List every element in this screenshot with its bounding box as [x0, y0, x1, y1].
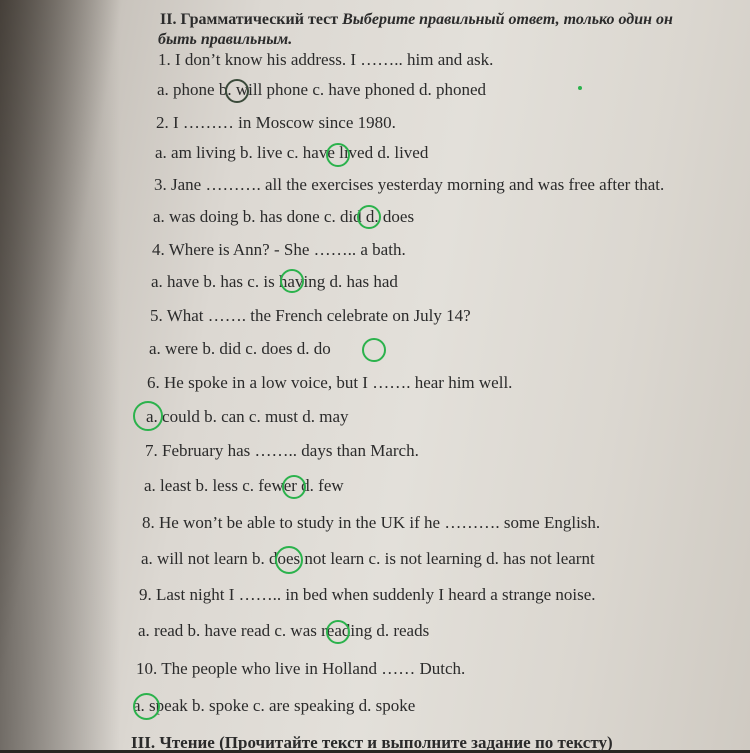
answer-circle-9	[326, 620, 350, 644]
question-9: 9. Last night I …….. in bed when suddenly I heard a strange noise.	[139, 585, 596, 604]
question-6: 6. He spoke in a low voice, but I ……. hear him well.	[147, 373, 513, 392]
question-1: 1. I don’t know his address. I …….. him and ask.	[158, 50, 494, 69]
question-4: 4. Where is Ann? - She …….. a bath.	[152, 240, 406, 259]
pen-dot	[578, 86, 582, 90]
question-8: 8. He won’t be able to study in the UK if he ………. some English.	[142, 513, 601, 532]
answers-2: a. am living b. live c. have lived d. lived	[155, 143, 429, 162]
answer-circle-8	[275, 546, 303, 574]
section-title-bold: II. Грамматический тест	[160, 11, 343, 28]
section-title	[160, 10, 673, 30]
answers-8: a. will not learn b. does not learn c. is not learning d. has not learnt	[141, 549, 595, 568]
section-title-cont	[158, 30, 292, 50]
answer-circle-6	[133, 401, 163, 431]
answers-9: a. read b. have read c. was reading d. reads	[138, 621, 430, 640]
question-7: 7. February has …….. days than March.	[145, 441, 419, 460]
section-title-cont-text: быть правильным.	[158, 31, 293, 48]
answer-circle-5	[362, 338, 386, 362]
answers-5: a. were b. did c. does d. do	[149, 339, 331, 358]
answer-circle-10	[133, 693, 160, 720]
answer-circle-4	[280, 269, 304, 293]
answers-10: a. speak b. spoke c. are speaking d. spoke	[133, 696, 416, 715]
question-5: 5. What ……. the French celebrate on July 14?	[150, 306, 471, 325]
question-10: 10. The people who live in Holland …… Dutch.	[136, 659, 466, 678]
answers-3: a. was doing b. has done c. did d. does	[153, 207, 415, 226]
answer-circle-3	[357, 205, 381, 229]
answer-circle-7	[282, 475, 306, 499]
answers-4: a. have b. has c. is having d. has had	[151, 272, 398, 291]
answer-circle-1	[225, 79, 249, 103]
answer-circle-2	[326, 143, 350, 167]
question-2: 2. I ……… in Moscow since 1980.	[156, 113, 396, 132]
answers-7: a. least b. less c. fewer d. few	[144, 476, 344, 495]
answers-6: a. could b. can c. must d. may	[146, 407, 349, 426]
answers-1: a. phone b. will phone c. have phoned d. phoned	[157, 80, 487, 99]
section-title-italic: Выберите правильный ответ, только один он	[342, 11, 673, 28]
question-3: 3. Jane ………. all the exercises yesterday morning and was free after that.	[154, 175, 665, 194]
next-section-title: III. Чтение (Прочитайте текст и выполните задание по тексту)	[131, 733, 613, 752]
